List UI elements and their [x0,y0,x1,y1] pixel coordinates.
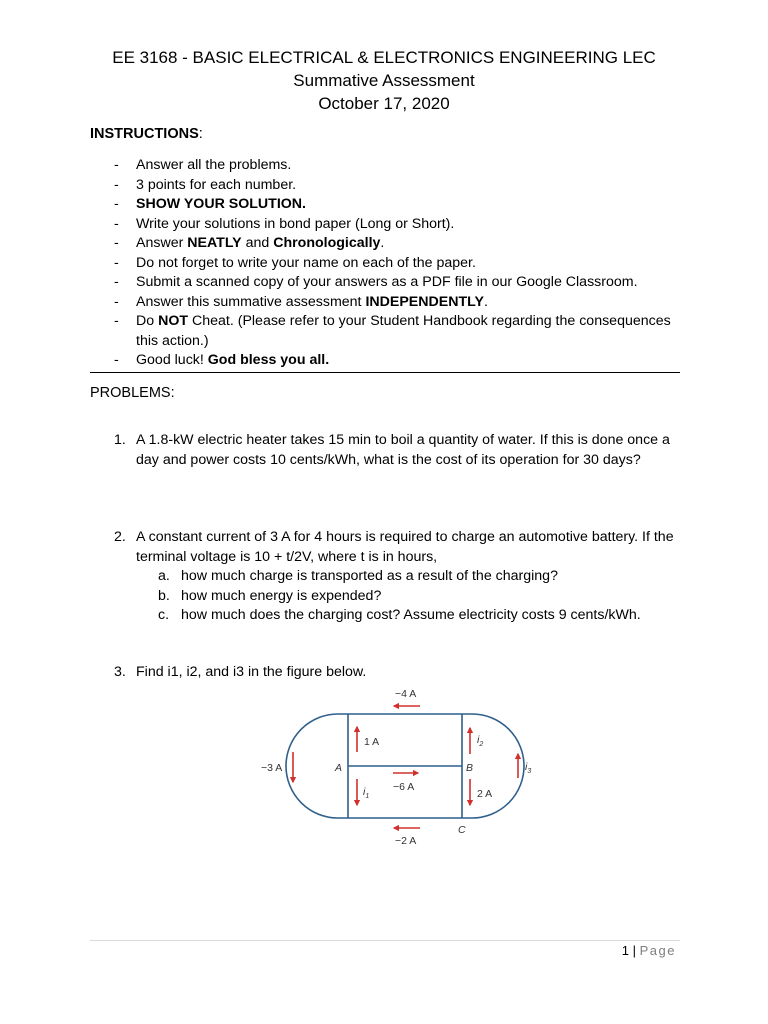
instruction-text: God bless you all. [207,352,330,368]
problem-3-number: 3. [114,664,126,680]
problem-2-number: 2. [114,529,126,545]
assessment-date: October 17, 2020 [318,94,450,113]
page-separator: | [629,943,640,958]
instructions-list [114,156,680,371]
problem-1 [114,431,680,470]
label-i3 [525,761,531,775]
problem-3-text: Find i1, i2, and i3 in the figure below. [136,664,367,680]
label-i1 [363,786,369,800]
instruction-item [114,254,680,274]
bullet-dash: - [114,235,119,251]
assessment-title: Summative Assessment [293,71,475,90]
instruction-item [114,234,680,254]
label-i2-sub: 2 [479,741,484,748]
instruction-text: Do [136,313,159,329]
instruction-text: Answer this summative assessment [136,293,366,310]
bullet-dash: - [114,254,119,271]
instruction-item [114,312,680,351]
instruction-text: NOT [158,313,189,329]
label-i3-main: i [525,761,528,773]
instruction-text: and [241,235,274,251]
problems-heading: PROBLEMS: [90,385,175,401]
instruction-text: NEATLY [187,235,242,251]
page-footer [622,943,676,958]
label-node-a: A [335,762,343,774]
instruction-text: Chronologically [273,235,381,251]
instruction-text: Write your solutions in bond paper (Long or Short). [136,215,455,232]
problem-2-part-c-letter: c. [158,607,170,623]
instructions-heading [90,126,203,142]
problem-2-part-a-letter: a. [158,568,170,584]
page-number: 1 [621,943,630,958]
bullet-dash: - [114,157,119,173]
instruction-text: Do not forget to write your name on each of the paper. [136,254,476,271]
circuit-diagram [250,682,550,852]
instruction-text: SHOW YOUR SOLUTION. [136,196,306,212]
instruction-text: Good luck! [136,352,208,368]
label-left-current: −3 A [261,762,283,774]
circuit-wires [286,714,524,818]
label-node-c: C [458,824,466,836]
problem-2-part-a-text: how much charge is transported as a result of the charging? [181,568,558,584]
instruction-text: . [483,293,488,310]
instruction-item [114,195,680,215]
problem-2-text: A constant current of 3 A for 4 hours is required to charge an automotive battery. If the terminal voltage is 10 + t/2V, where t is in hours, [136,529,674,565]
label-i1-sub: 1 [365,793,370,800]
label-2a: 2 A [477,788,493,800]
instruction-item [114,351,680,371]
label-middle-current: −6 A [393,781,415,793]
instruction-text: . [380,235,385,251]
label-bottom-current: −2 A [395,835,417,847]
current-arrows [293,706,518,828]
document-header [0,46,768,115]
bullet-dash: - [114,293,119,310]
instruction-text: Cheat. (Please refer to your Student Handbook regarding the consequences this action.) [136,313,671,349]
label-1a: 1 A [364,736,380,748]
circuit-labels [261,688,531,847]
label-i1-main: i [363,786,366,798]
bullet-dash: - [114,176,119,193]
problem-3 [114,663,680,683]
problem-1-text: A 1.8-kW electric heater takes 15 min to boil a quantity of water. If this is done once a day and power costs 10 cents/kWh, what is the cost of its operation for 30 days? [136,432,670,468]
course-title: EE 3168 - BASIC ELECTRICAL & ELECTRONICS ENGINEERING LEC [112,48,656,67]
instruction-text: Submit a scanned copy of your answers as a PDF file in our Google Classroom. [136,274,638,290]
problem-2-part-b-text: how much energy is expended? [181,587,382,604]
instruction-item [114,293,680,313]
bullet-dash: - [114,274,119,290]
instruction-item [114,215,680,235]
label-top-current: −4 A [395,688,417,700]
problem-2-part-b-letter: b. [158,587,170,604]
problem-2-part-c-text: how much does the charging cost? Assume electricity costs 9 cents/kWh. [181,607,641,623]
instruction-text: Answer [136,235,188,251]
problem-2-part-a [158,567,558,587]
problem-2 [114,528,680,567]
instruction-item [114,156,680,176]
bullet-dash: - [114,196,119,212]
problem-1-number: 1. [114,432,126,448]
instruction-item [114,273,680,293]
bullet-dash: - [114,313,119,329]
label-node-b: B [466,762,474,774]
footer-divider [90,940,680,941]
bullet-dash: - [114,352,119,368]
label-i3-sub: 3 [527,768,532,775]
instructions-label: INSTRUCTIONS [90,126,199,142]
instruction-text: Answer all the problems. [136,157,292,173]
circuit-figure [250,682,550,852]
problem-2-part-b [158,587,381,607]
instruction-text: 3 points for each number. [136,176,297,193]
section-divider [90,372,680,373]
label-i2-main: i [477,734,480,746]
instruction-item [114,176,680,196]
label-i2 [477,734,483,748]
problem-2-part-c [158,606,641,626]
instructions-colon: : [198,126,203,142]
instruction-text: INDEPENDENTLY [365,293,484,310]
page-label: Page [639,943,676,958]
bullet-dash: - [114,215,119,232]
